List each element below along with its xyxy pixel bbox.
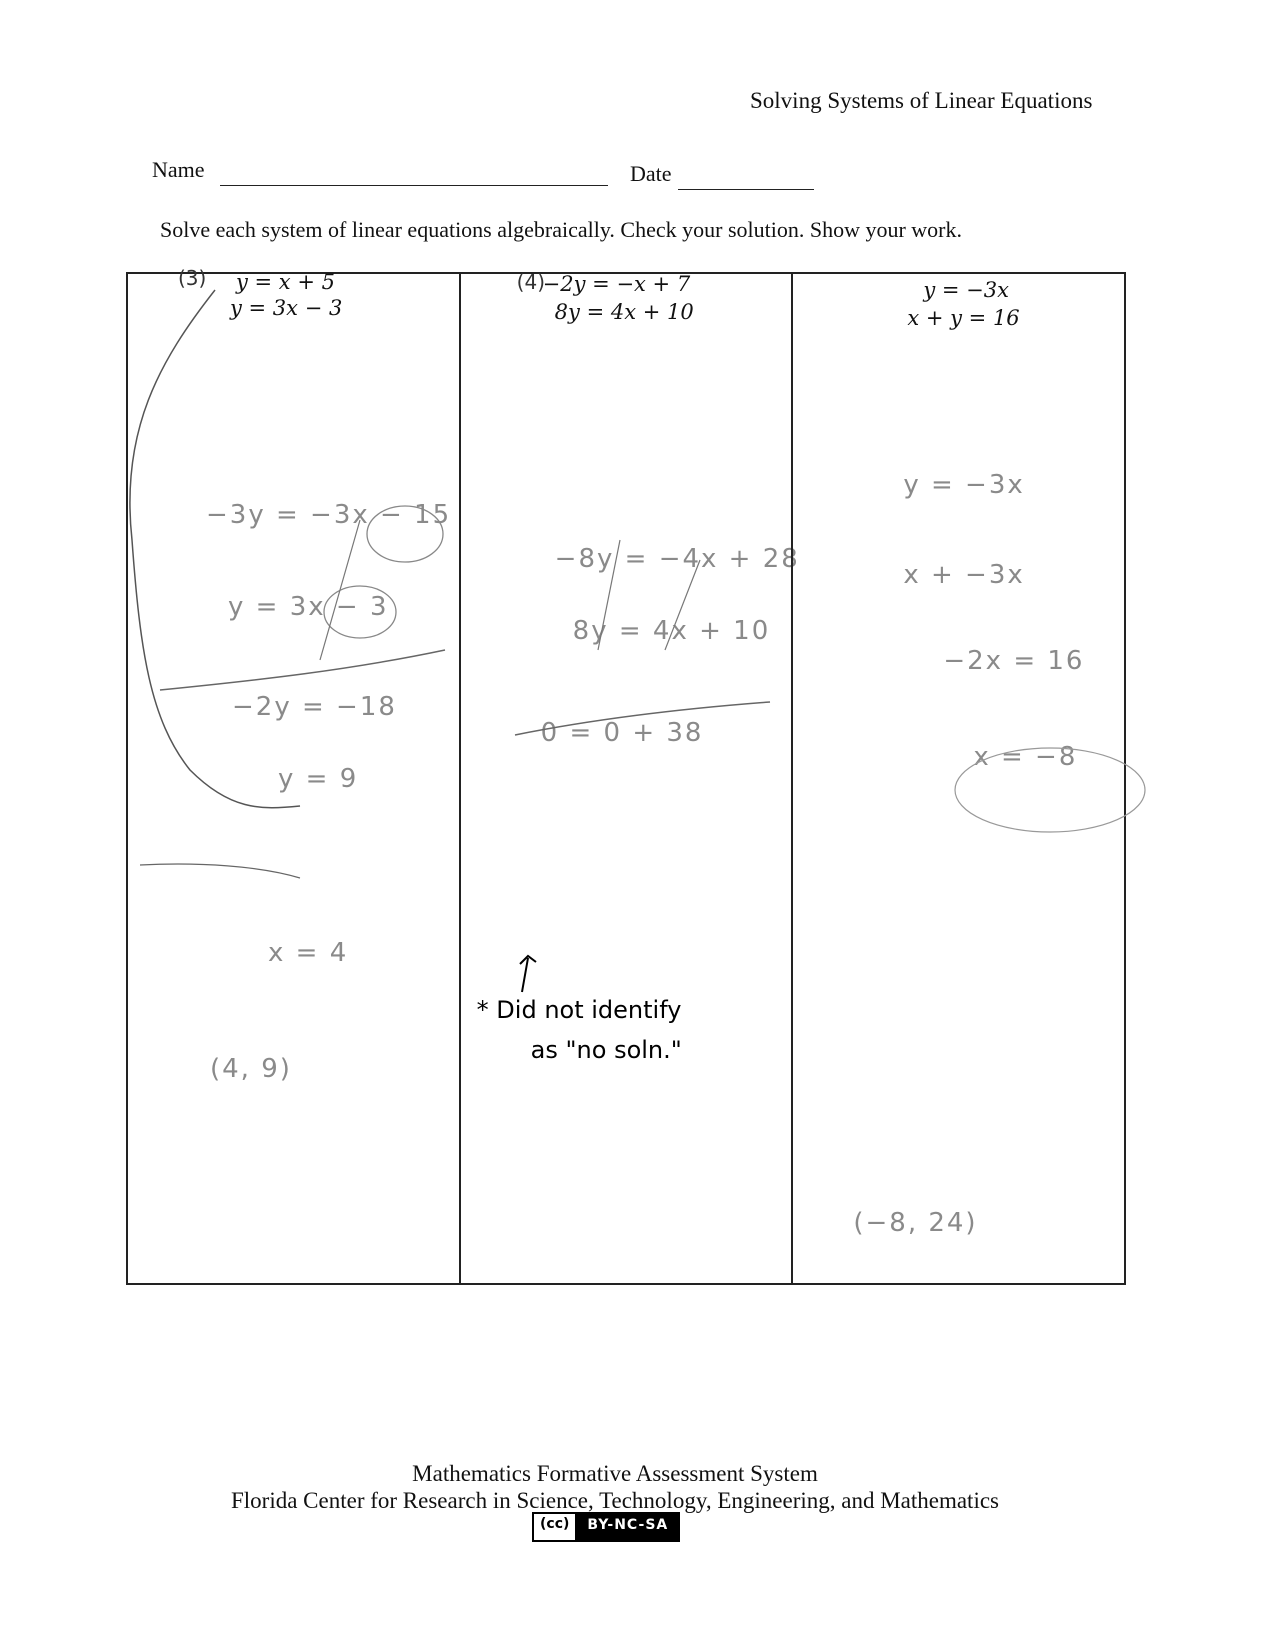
- instructions: Solve each system of linear equations algebraically. Check your solution. Show your work.: [160, 217, 963, 242]
- name-field[interactable]: [220, 185, 608, 186]
- equation-1: y = −3x: [923, 278, 1009, 302]
- license-badge: [532, 1512, 680, 1542]
- equation-1: −2y = −x + 7: [542, 272, 691, 296]
- work-answer: (−8, 24): [853, 1208, 978, 1238]
- name-label: Name: [152, 157, 205, 182]
- work-step: 8y = 4x + 10: [572, 616, 771, 646]
- problem-cell-2: [459, 270, 800, 1283]
- work-step: y = 3x − 3: [228, 592, 389, 622]
- work-answer: x = −8: [973, 742, 1078, 772]
- work-step: −3y = −3x − 15: [206, 500, 452, 530]
- work-step: −8y = −4x + 28: [554, 544, 800, 574]
- work-step: −2x = 16: [943, 646, 1085, 676]
- equation-1: y = x + 5: [236, 270, 335, 294]
- cc-icon: (cc): [534, 1514, 577, 1540]
- license-text: BY-NC-SA: [577, 1514, 678, 1540]
- work-step: −2y = −18: [232, 692, 397, 722]
- footer-line-2: Florida Center for Research in Science, Technology, Engineering, and Mathematics: [230, 1488, 999, 1513]
- equation-2: y = 3x − 3: [230, 296, 343, 320]
- problem-number: (4): [516, 270, 546, 294]
- problem-number: (3): [178, 266, 207, 290]
- work-step: x + −3x: [903, 560, 1025, 590]
- work-answer: (4, 9): [210, 1054, 292, 1084]
- date-label: Date: [630, 161, 672, 186]
- work-step: y = −3x: [903, 470, 1025, 500]
- problems-grid: [126, 266, 1126, 1285]
- teacher-feedback-line1: * Did not identify: [476, 996, 682, 1024]
- work-step: x = 4: [268, 938, 349, 968]
- problem-cell-1: [128, 266, 459, 1283]
- date-field[interactable]: [678, 189, 814, 190]
- footer-line-1: Mathematics Formative Assessment System: [412, 1461, 818, 1486]
- worksheet-title: Solving Systems of Linear Equations: [750, 88, 1093, 113]
- work-step: y = 9: [278, 764, 359, 794]
- equation-2: 8y = 4x + 10: [554, 300, 694, 324]
- equation-2: x + y = 16: [907, 306, 1020, 330]
- problem-cell-3: [791, 274, 1124, 1283]
- work-step: 0 = 0 + 38: [540, 718, 704, 748]
- teacher-feedback-line2: as "no soln.": [530, 1036, 682, 1064]
